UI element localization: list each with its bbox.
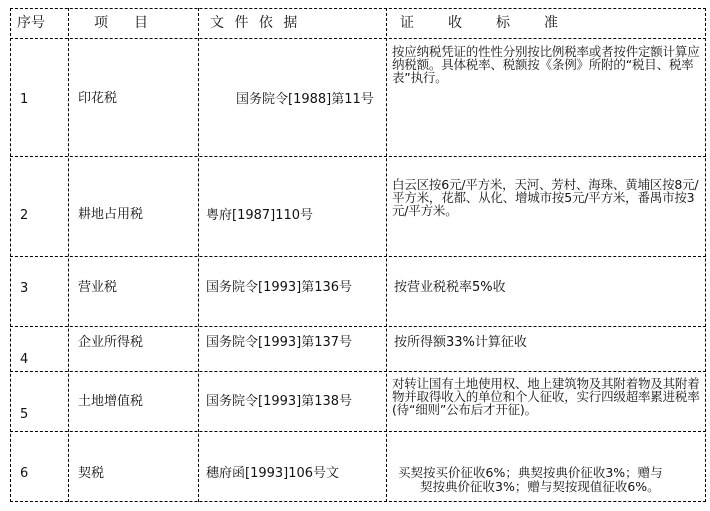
row2-no: 2 xyxy=(20,208,29,223)
row1-item: 印花税 xyxy=(78,91,118,106)
row1-standard: 按应纳税凭证的性性分别按比例税率或者按件定额计算应纳税额。具体税率、税额按《条例》所附的“税目、税率表”执行。 xyxy=(392,44,700,85)
column-divider xyxy=(10,8,11,502)
header-no: 序号 xyxy=(17,15,45,31)
row-divider xyxy=(10,8,706,9)
row-divider xyxy=(10,326,706,327)
row4-basis: 国务院令[1993]第137号 xyxy=(206,335,353,350)
row4-no: 4 xyxy=(20,352,29,367)
row-divider xyxy=(10,501,706,502)
row1-basis: 国务院令[1988]第11号 xyxy=(236,92,374,107)
row6-no: 6 xyxy=(20,466,29,481)
row1-no: 1 xyxy=(20,92,29,107)
row-divider xyxy=(10,38,706,39)
row5-item: 土地增值税 xyxy=(78,394,144,409)
row-divider xyxy=(10,256,706,257)
row4-item: 企业所得税 xyxy=(78,335,144,350)
row2-item: 耕地占用税 xyxy=(78,207,144,222)
row4-standard: 按所得额33%计算征收 xyxy=(394,335,527,350)
column-divider xyxy=(386,8,387,502)
header-basis: 文 件 依 据 xyxy=(210,15,301,31)
row-divider xyxy=(10,371,706,372)
row6-basis: 穗府函[1993]106号文 xyxy=(206,466,340,481)
header-standard: 证 收 标 准 xyxy=(400,15,568,31)
row2-standard: 白云区按6元/平方米，天河、芳村、海珠、黄埔区按8元/平方米，花都、从化、增城市按5元/平方米，番禺市按3元/平方米。 xyxy=(392,177,699,218)
row2-basis: 粤府[1987]110号 xyxy=(206,208,314,223)
row6-standard-line1: 买契按买价征收6%；典契按典价征收3%；赠与 xyxy=(398,465,663,480)
column-divider xyxy=(198,8,199,502)
row3-no: 3 xyxy=(20,281,29,296)
row3-standard: 按营业税税率5%收 xyxy=(394,280,506,295)
row5-no: 5 xyxy=(20,407,29,422)
column-divider xyxy=(68,8,69,502)
row5-standard: 对转让国有土地使用权、地上建筑物及其附着物及其附着物并取得收入的单位和个人征收，实行四级超率累进税率(待“细则”公布后才开征)。 xyxy=(392,376,700,417)
column-divider xyxy=(705,8,706,502)
row6-item: 契税 xyxy=(78,466,105,481)
row5-basis: 国务院令[1993]第138号 xyxy=(206,394,353,409)
row3-item: 营业税 xyxy=(78,280,118,295)
header-item: 项 目 xyxy=(94,15,154,31)
row-divider xyxy=(10,156,706,157)
row3-basis: 国务院令[1993]第136号 xyxy=(206,280,353,295)
row6-standard-line2: 契按典价征收3%；赠与契按现值征收6%。 xyxy=(420,479,660,494)
row-divider xyxy=(10,431,706,432)
